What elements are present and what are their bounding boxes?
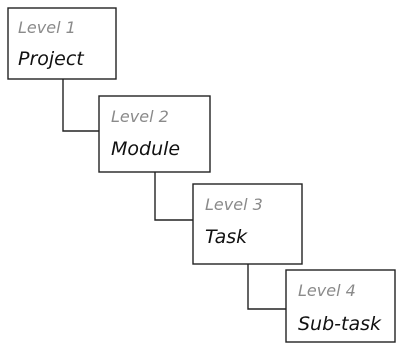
node-level-4: [286, 270, 395, 342]
node-level-label: Level 3: [205, 195, 263, 214]
node-level-3: [193, 184, 302, 264]
node-name: Task: [205, 226, 248, 248]
node-name: Project: [18, 48, 84, 70]
node-level-label: Level 2: [111, 107, 169, 126]
connector-level-3-to-4: [248, 264, 286, 309]
node-level-label: Level 1: [18, 18, 76, 37]
node-name: Sub-task: [298, 313, 382, 335]
node-level-1: [8, 8, 116, 79]
node-level-2: [99, 96, 210, 172]
node-name: Module: [111, 138, 181, 160]
connector-level-2-to-3: [155, 172, 193, 220]
connector-level-1-to-2: [63, 79, 99, 131]
node-level-label: Level 4: [298, 281, 356, 300]
